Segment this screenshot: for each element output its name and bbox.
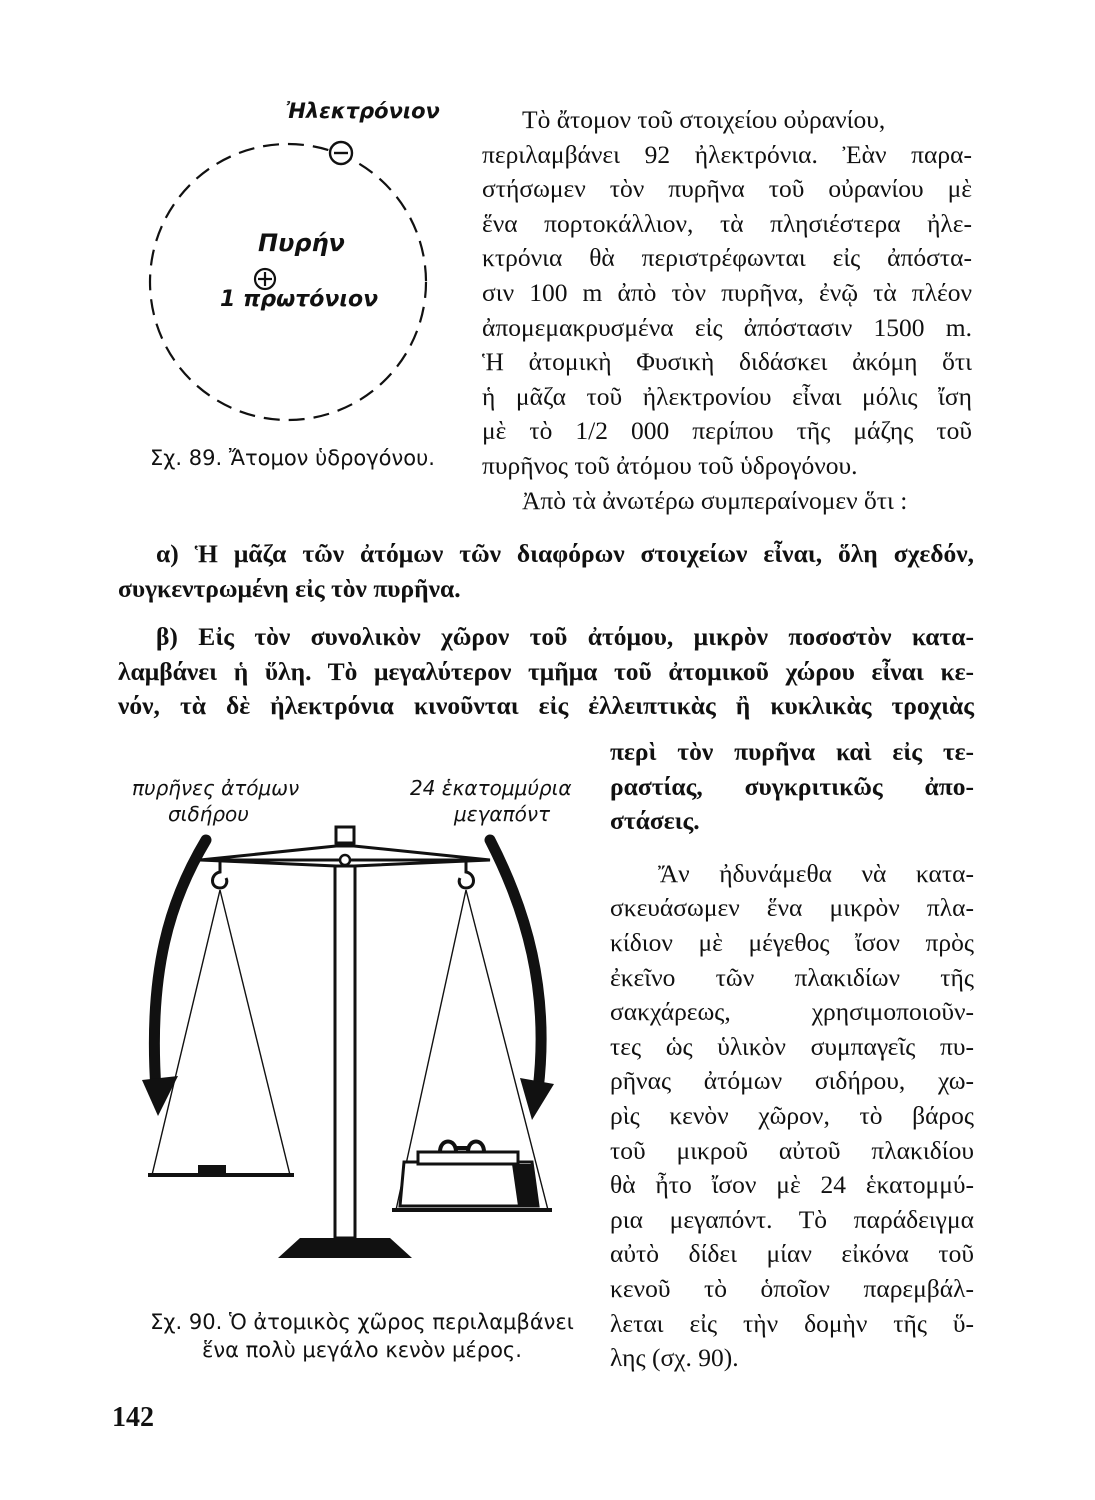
text-line: Τὸ ἄτομον τοῦ στοιχείου οὐρανίου, xyxy=(522,105,886,134)
text-line: κτρόνια θὰ περιστρέφωνται εἰς ἀπόστα- xyxy=(482,243,972,273)
text-line: πυρῆνος τοῦ ἀτόμου τοῦ ὑδρογόνου. xyxy=(482,450,858,480)
conclusion-b xyxy=(118,620,974,724)
right-arrow-icon xyxy=(490,840,541,1090)
text-line: θὰ ἦτο ἴσον μὲ 24 ἑκατομμύ- xyxy=(610,1170,974,1200)
figure-90-balance xyxy=(118,760,598,1320)
balance-post xyxy=(335,866,355,1238)
electron-orbit-circle xyxy=(150,144,426,420)
figure-89-caption: Σχ. 89. Ἄτομον ὑδρογόνου. xyxy=(150,446,435,470)
text-line: νόν, τὰ δὲ ἠλεκτρόνια κινοῦνται εἰς ἐλλειπτικὰς ἢ κυκλικὰς τροχιὰς xyxy=(118,691,974,721)
text-line: κενοῦ τὸ ὁποῖον παρεμβάλ- xyxy=(610,1273,974,1303)
text-line: ρὶς κενὸν χῶρον, τὸ βάρος xyxy=(610,1100,974,1130)
text-line: σακχάρεως, χρησιμοποιοῦν- xyxy=(610,997,974,1027)
balance-diagram xyxy=(118,760,598,1300)
right-arrow-head xyxy=(520,1078,554,1120)
label-24-million: 24 ἑκατομμύρια xyxy=(410,776,572,800)
left-hook xyxy=(213,860,227,888)
page-number: 142 xyxy=(112,1402,154,1433)
text-line: τες ὡς ὑλικὸν συμπαγεῖς πυ- xyxy=(610,1031,974,1061)
text-line: ἡ μᾶζα τοῦ ἠλεκτρονίου εἶναι μόλις ἴση xyxy=(482,381,972,411)
label-iron: σιδήρου xyxy=(168,802,249,826)
text-line: Ἡ ἀτομικὴ Φυσικὴ διδάσκει ἀκόμη ὅτι xyxy=(482,347,972,377)
weight-handle xyxy=(440,1142,484,1153)
text-line: ρῆνας ἀτόμων σιδήρου, χω- xyxy=(610,1066,974,1096)
caption-line: Σχ. 90. Ὁ ἀτομικὸς χῶρος περιλαμβάνει xyxy=(150,1310,574,1334)
beam-pivot xyxy=(340,855,350,865)
left-arrow-head xyxy=(142,1076,178,1116)
text-line: σκευάσωμεν ἕνα μικρὸν πλα- xyxy=(610,893,974,923)
electron-symbol xyxy=(330,142,352,164)
text-line: Ἄν ἠδυνάμεθα νὰ κατα- xyxy=(658,858,974,888)
text-line: α) Ἡ μᾶζα τῶν ἀτόμων τῶν διαφόρων στοιχείων εἶναι, ὅλη σχεδόν, xyxy=(156,539,974,568)
text-line-conclude: Ἀπὸ τὰ ἀνωτέρω συμπεραίνομεν ὅτι : xyxy=(522,485,908,515)
label-megapond: μεγαπόντ xyxy=(454,802,551,826)
text-line: τοῦ μικροῦ αὐτοῦ πλακιδίου xyxy=(610,1135,974,1165)
caption-line: ἕνα πολὺ μεγάλο κενὸν μέρος. xyxy=(202,1338,522,1362)
text-line: ἐκεῖνο τῶν πλακιδίων τῆς xyxy=(610,962,974,992)
text-line: σιν 100 m ἀπὸ τὸν πυρῆνα, ἐνῷ τὰ πλέον xyxy=(482,277,972,307)
label-proton: 1 πρωτόνιον xyxy=(220,287,379,312)
text-line: β) Εἰς τὸν συνολικὸν χῶρον τοῦ ἀτόμου, μικρὸν ποσοστὸν κατα- xyxy=(156,622,974,652)
conclusions xyxy=(118,537,974,724)
right-hook xyxy=(459,860,473,888)
text-line: στάσεις. xyxy=(610,806,700,836)
conclusion-b-continued xyxy=(610,735,974,839)
text-line: ραστίας, συγκριτικῶς ἀπο- xyxy=(610,771,974,801)
text-line: ἀπομεμακρυσμένα εἰς ἀπόστασιν 1500 m. xyxy=(482,312,972,342)
text-line: μὲ τὸ 1/2 000 περίπου τῆς μάζης τοῦ xyxy=(482,416,972,446)
label-electron: Ἠλεκτρόνιον xyxy=(286,99,440,123)
text-line: συγκεντρωμένη εἰς τὸν πυρῆνα. xyxy=(118,573,461,603)
figure-89-hydrogen-atom xyxy=(140,95,470,455)
figure-90-caption xyxy=(142,1308,582,1364)
balance-base xyxy=(278,1238,412,1258)
balance-knob xyxy=(336,827,354,843)
text-line: αὐτὸ δίδει μίαν εἰκόνα τοῦ xyxy=(610,1239,974,1269)
text-line: στήσωμεν τὸν πυρῆνα τοῦ οὐρανίου μὲ xyxy=(482,174,972,204)
text-line: ἕνα πορτοκάλλιον, τὰ πλησιέστερα ἠλε- xyxy=(482,208,972,238)
text-line: λαμβάνει ἡ ὕλη. Τὸ μεγαλύτερον τμῆμα τοῦ ἀτομικοῦ χώρου εἶναι κε- xyxy=(118,656,974,686)
label-iron-nuclei: πυρῆνες ἀτόμων xyxy=(132,776,300,800)
text-line: κίδιον μὲ μέγεθος ἴσον πρὸς xyxy=(610,927,974,957)
left-arrow-icon xyxy=(154,840,206,1090)
text-line: ρια μεγαπόντ. Τὸ παράδειγμα xyxy=(610,1204,974,1234)
paragraph-sugar-cube xyxy=(610,857,974,1376)
right-column-text xyxy=(610,735,974,1376)
text-line: λης (σχ. 90). xyxy=(610,1343,739,1373)
proton-symbol xyxy=(255,269,275,289)
hydrogen-atom-diagram xyxy=(140,95,470,435)
text-line: περιλαμβάνει 92 ἠλεκτρόνια. Ἐὰν παρα- xyxy=(482,139,972,169)
label-nucleus: Πυρήν xyxy=(258,229,345,257)
conclusion-a xyxy=(118,537,974,606)
iron-nuclei-cube xyxy=(198,1165,226,1175)
text-line: περὶ τὸν πυρῆνα καὶ εἰς τε- xyxy=(610,737,974,766)
intro-paragraph xyxy=(482,103,972,518)
text-line: λεται εἰς τὴν δομὴν τῆς ὕ- xyxy=(610,1308,974,1338)
